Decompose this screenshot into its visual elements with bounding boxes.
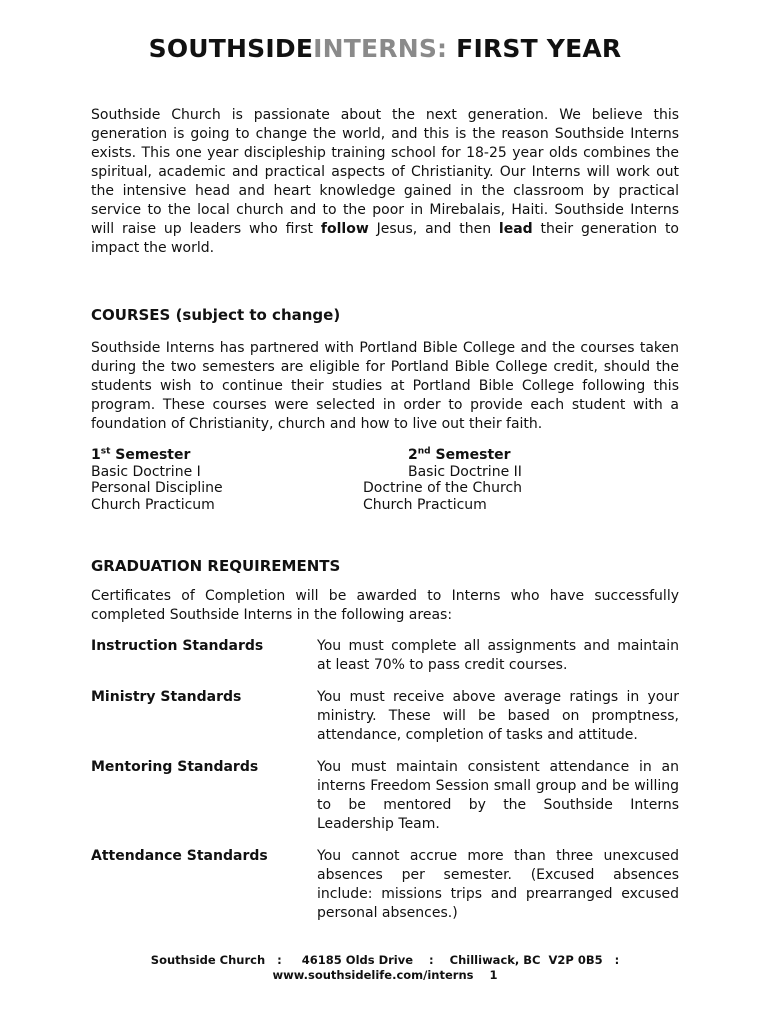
- requirement-text-ministry: You must receive above average ratings in your ministry. These will be based on promptness, attendance, completion of tasks and attitude.: [317, 689, 679, 743]
- intro-text-3: their generation to impact the world.: [91, 221, 679, 256]
- footer-address: Southside Church : 46185 Olds Drive : Chilliwack, BC V2P 0B5 :: [150, 953, 620, 967]
- requirement-text-instruction: You must complete all assignments and maintain at least 70% to pass credit courses.: [317, 638, 679, 673]
- semester-1-course: Basic Doctrine I: [91, 463, 201, 480]
- intro-bold-follow: follow: [320, 221, 369, 237]
- intro-paragraph: [91, 106, 679, 258]
- requirement-label-ministry: Ministry Standards: [91, 689, 242, 705]
- intro-text-1: Southside Church is passionate about the next generation. We believe this generation is going to change the world, and this is the reason Southside Interns exists. This one year discipleship training school for 18-25 year olds combines the spiritual, academic and practical aspects of Christianity. Our Interns will work out the intensive head and heart knowledge gained in the classroom by practical service to the local church and to the poor in Mirebalais, Haiti. Southside Interns will raise up leaders who first: [91, 107, 679, 237]
- requirement-label-instruction: Instruction Standards: [91, 638, 264, 654]
- semester-1-course: Church Practicum: [91, 496, 215, 513]
- semester-2-heading: [363, 447, 522, 464]
- semester-2-label: Semester: [430, 447, 511, 463]
- courses-paragraph: Southside Interns has partnered with Portland Bible College and the courses taken during the two semesters are eligible for Portland Bible College credit, should the students wish to continue their studies at Portland Bible College following this program. These courses were selected in order to provide each student with a foundation of Christianity, church and how to live out their faith.: [91, 340, 679, 432]
- courses-heading: COURSES (subject to change): [91, 306, 341, 324]
- semester-1-suffix: st: [100, 446, 111, 457]
- semester-2-course: Doctrine of the Church: [363, 480, 523, 496]
- semester-2-course: Church Practicum: [363, 496, 487, 513]
- semester-1-label: Semester: [110, 447, 191, 463]
- intro-text-2: Jesus, and then: [368, 221, 499, 237]
- semester-1-column: [91, 447, 223, 513]
- footer-website: www.southsidelife.com/interns 1: [272, 968, 498, 982]
- graduation-paragraph: Certificates of Completion will be awarded to Interns who have successfully completed Southside Interns in the following areas:: [91, 588, 679, 623]
- requirement-label-attendance: Attendance Standards: [91, 848, 268, 864]
- title-interns: INTERNS:: [313, 34, 448, 63]
- semester-2-column: [363, 447, 522, 513]
- semester-2-number: 2: [408, 447, 418, 463]
- semester-1-number: 1: [91, 447, 101, 463]
- requirement-label-mentoring: Mentoring Standards: [91, 759, 259, 775]
- graduation-heading: GRADUATION REQUIREMENTS: [91, 557, 341, 575]
- semester-2-suffix: nd: [417, 446, 431, 457]
- title-southside: SOUTHSIDE: [148, 34, 314, 63]
- semester-1-course: Personal Discipline: [91, 480, 223, 496]
- semester-2-course: Basic Doctrine II: [408, 463, 522, 480]
- requirement-text-mentoring: You must maintain consistent attendance in an interns Freedom Session small group and be willing to be mentored by the Southside Interns Leadership Team.: [317, 759, 679, 832]
- requirement-text-attendance: You cannot accrue more than three unexcused absences per semester. (Excused absences include: missions trips and prearranged excused personal absences.): [317, 848, 679, 921]
- page-title: [0, 34, 770, 63]
- semester-1-heading: [91, 447, 223, 464]
- title-first-year: FIRST YEAR: [447, 34, 622, 63]
- intro-bold-lead: lead: [498, 221, 533, 237]
